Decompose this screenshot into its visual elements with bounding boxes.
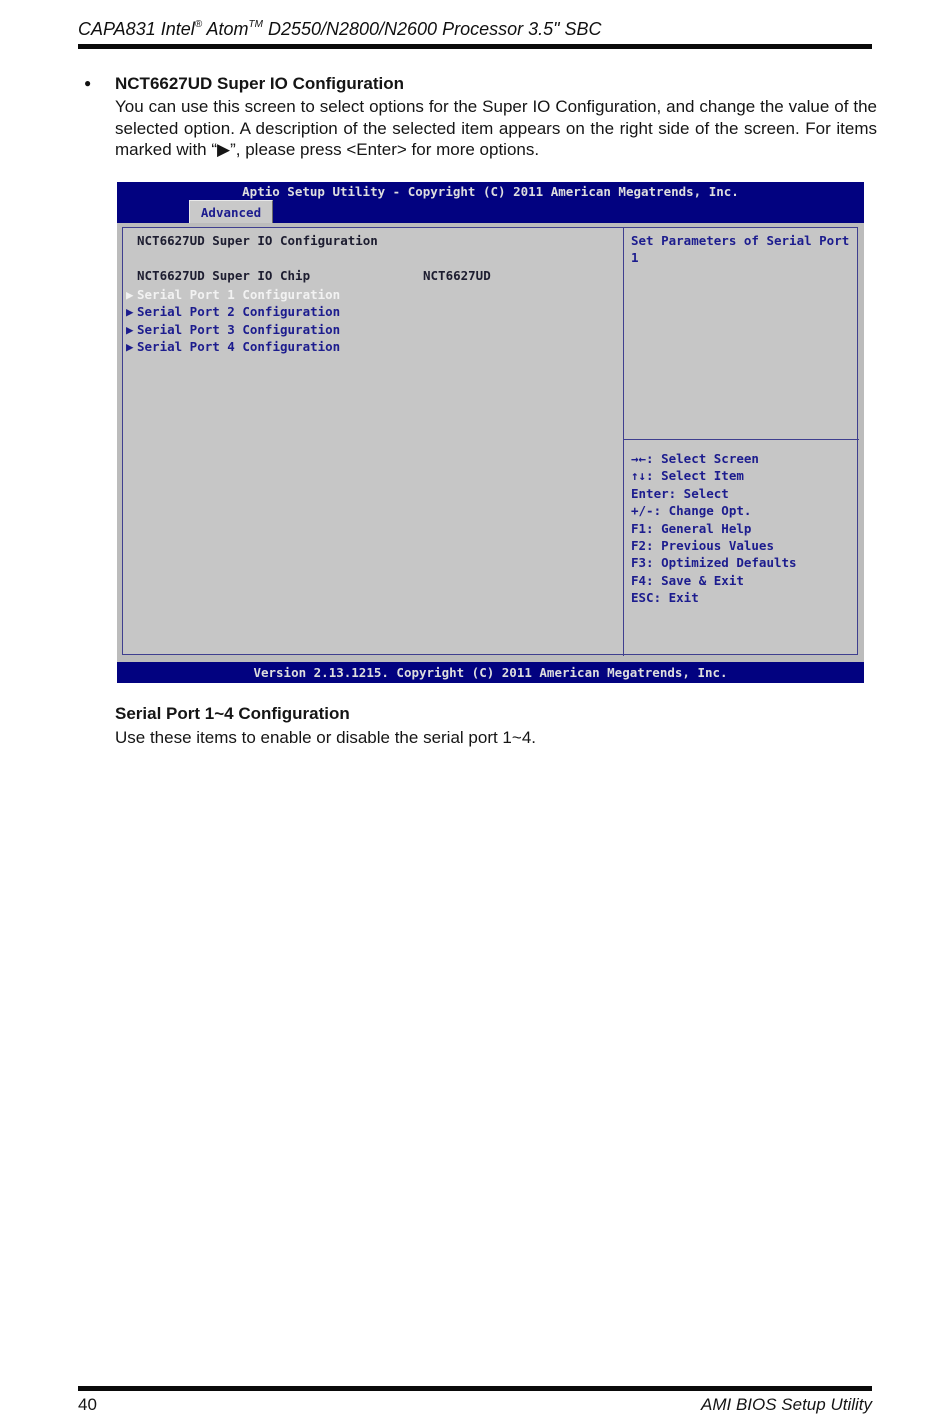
bios-key-help-panel [623,439,859,656]
bios-menu-item-label: Serial Port 4 Configuration [137,339,341,355]
section-heading: NCT6627UD Super IO Configuration [115,74,405,93]
help-line-change-opt: +/-: Change Opt. [631,503,752,519]
help-line-previous-values: F2: Previous Values [631,537,774,553]
help-line-general-help: F1: General Help [631,520,752,536]
subsection-heading: Serial Port 1~4 Configuration [115,704,350,723]
page-header-title [78,19,602,40]
bullet-icon: ● [84,76,92,90]
subsection-paragraph: Use these items to enable or disable the serial port 1~4. [115,728,536,747]
bios-main-area [117,223,864,662]
submenu-arrow-icon: ▶ [126,287,134,302]
submenu-arrow-icon: ▶ [126,321,134,337]
submenu-arrow-icon: ▶ [126,339,134,355]
bios-titlebar-text: Aptio Setup Utility - Copyright (C) 2011 American Megatrends, Inc. [242,184,739,199]
bios-menu-list [123,286,621,356]
help-line-optimized-defaults: F3: Optimized Defaults [631,555,797,571]
page-number: 40 [78,1395,97,1414]
bios-menu-item-serial-port-4[interactable] [123,338,621,355]
help-line-esc-exit: ESC: Exit [631,590,699,606]
bios-chip-value: NCT6627UD [423,268,491,283]
bios-status-bar: Version 2.13.1215. Copyright (C) 2011 American Megatrends, Inc. [117,662,864,683]
registered-mark: ® [194,19,203,30]
footer-right-text: AMI BIOS Setup Utility [701,1395,872,1414]
help-line-enter-select: Enter: Select [631,485,729,501]
bios-chip-label: NCT6627UD Super IO Chip [137,268,311,283]
bios-title-area [117,182,864,223]
help-line-select-screen: →←: Select Screen [631,451,759,466]
bios-menu-item-serial-port-3[interactable] [123,321,621,338]
header-title-text: D2550/N2800/N2600 Processor 3.5" SBC [262,19,602,39]
bios-menu-item-label: Serial Port 2 Configuration [137,304,341,320]
bios-screenshot [117,182,864,683]
submenu-arrow-icon: ▶ [126,304,134,320]
header-title-text: Atom [202,19,249,39]
bios-menu-item-serial-port-1[interactable] [123,286,621,303]
header-rule [78,44,872,49]
bios-menu-item-serial-port-2[interactable] [123,303,621,320]
help-line-select-item: ↑↓: Select Item [631,468,744,484]
help-line-save-exit: F4: Save & Exit [631,572,744,588]
bios-menu-item-label: Serial Port 3 Configuration [137,321,341,337]
tab-advanced[interactable]: Advanced [189,200,273,223]
section-paragraph: You can use this screen to select options for the Super IO Configuration, and change the value of the selected option. A description of the selected item appears on the right side of the screen. For items marked with “▶”, please press <Enter> for more options. [115,97,877,159]
bios-menu-item-label: Serial Port 1 Configuration [137,287,341,302]
trademark-mark: TM [248,19,263,30]
bios-inner-panel [122,227,858,655]
bios-left-heading: NCT6627UD Super IO Configuration [137,233,378,248]
header-title-text: CAPA831 Intel [78,19,195,39]
footer-rule [78,1386,872,1391]
bios-item-help-panel: Set Parameters of Serial Port 1 [623,228,859,439]
